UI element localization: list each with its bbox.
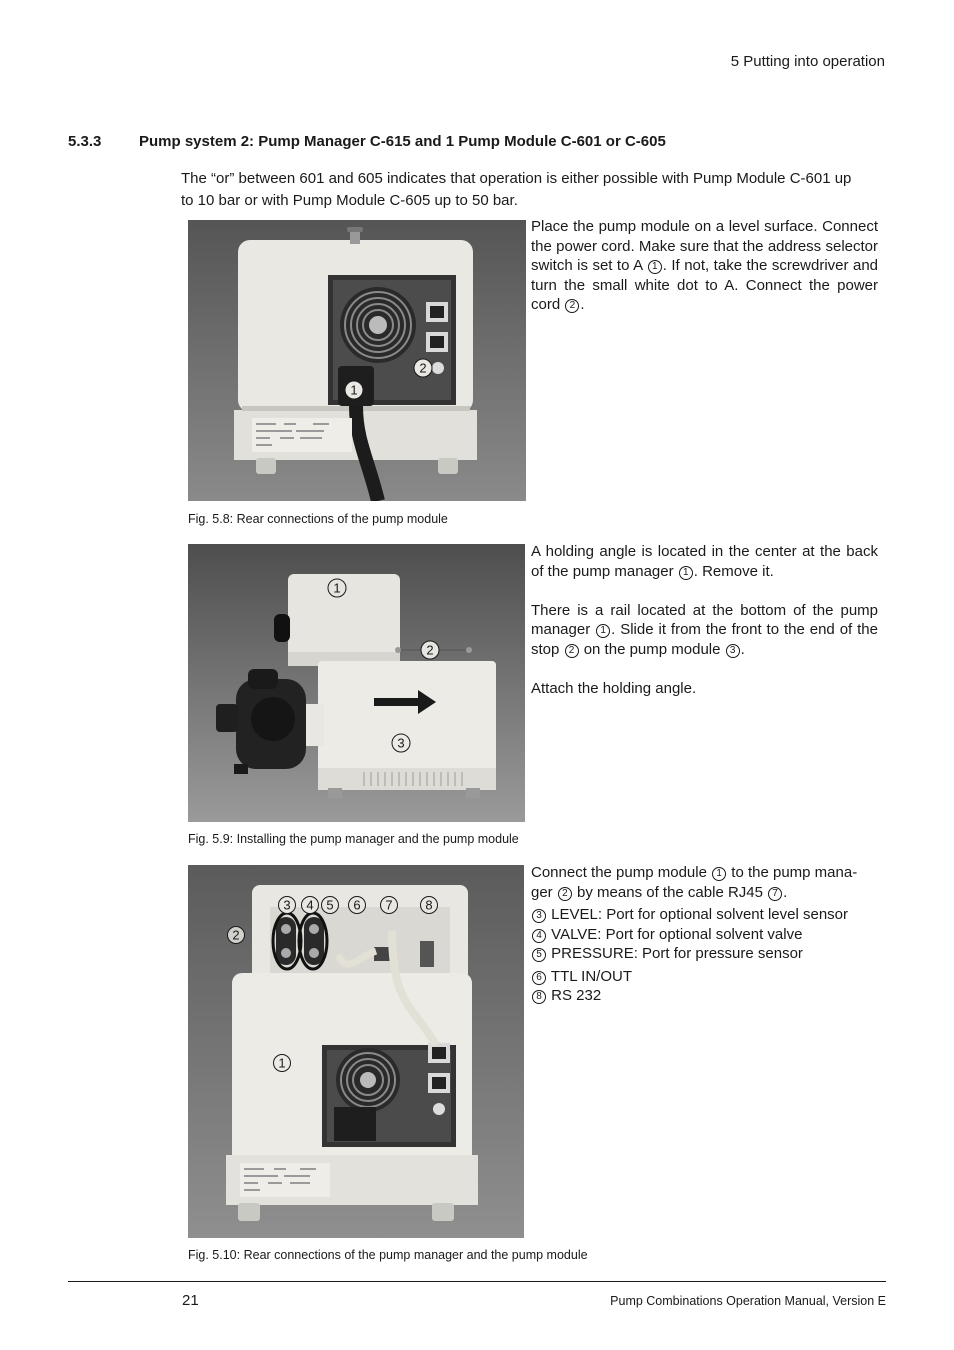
figure-5-9-caption: Fig. 5.9: Installing the pump manager and the pump module xyxy=(188,832,519,846)
callout-ref-7: 7 xyxy=(768,887,782,901)
figure-5-8-caption: Fig. 5.8: Rear connections of the pump module xyxy=(188,512,448,526)
callout-5: 5 xyxy=(326,897,334,913)
paragraph-connect-module xyxy=(531,863,886,902)
text-part: A holding angle is located in the center at the back of the pump manager xyxy=(531,543,878,580)
callout-8: 8 xyxy=(425,897,433,913)
running-header: 5 Putting into operation xyxy=(730,53,885,70)
callout-ref-4: 4 xyxy=(532,929,546,943)
callout-2: 2 xyxy=(419,360,427,376)
figure-5-8-text xyxy=(531,217,878,315)
callout-6: 6 xyxy=(353,897,361,913)
document-title: Pump Combinations Operation Manual, Version E xyxy=(610,1294,886,1308)
figure-5-9-text xyxy=(531,542,878,698)
port-description: LEVEL: Port for optional solvent level sensor xyxy=(551,906,849,923)
callout-2: 2 xyxy=(426,642,434,658)
paragraph-attach-angle: Attach the holding angle. xyxy=(531,679,697,697)
text-part: ger xyxy=(531,883,553,901)
callout-ref-1: 1 xyxy=(596,624,610,638)
text-part: Connect the pump module xyxy=(531,864,707,881)
callout-ref-2: 2 xyxy=(565,299,579,313)
figure-5-9-photo xyxy=(188,544,525,822)
port-description: RS 232 xyxy=(551,987,602,1004)
text-part: . If not, take the screwdriver and turn the small white dot to A. Connect the power cord xyxy=(531,257,879,313)
port-list-item xyxy=(531,986,886,1006)
figure-5-10-caption: Fig. 5.10: Rear connections of the pump manager and the pump module xyxy=(188,1248,588,1262)
port-list-item xyxy=(531,944,886,964)
callout-7: 7 xyxy=(385,897,393,913)
section-title: Pump system 2: Pump Manager C-615 and 1 Pump Module C-601 or C-605 xyxy=(139,133,666,150)
port-list-item xyxy=(531,967,886,987)
callout-ref-1: 1 xyxy=(712,867,726,881)
text-part: . Slide it from the front to the end of the stop xyxy=(531,621,878,658)
paragraph-slide-rail xyxy=(531,601,878,660)
callout-2: 2 xyxy=(232,927,240,943)
port-list-item xyxy=(531,905,886,925)
callout-4: 4 xyxy=(306,897,314,913)
pump-manager-install-illustration xyxy=(188,544,525,822)
callout-ref-8: 8 xyxy=(532,990,546,1004)
callout-1: 1 xyxy=(278,1055,286,1071)
figure-5-10-photo xyxy=(188,865,524,1238)
intro-line-2: to 10 bar or with Pump Module C-605 up to 50 bar. xyxy=(181,192,518,209)
callout-ref-2: 2 xyxy=(565,644,579,658)
text-part: to the pump mana- xyxy=(731,864,858,881)
footer-divider xyxy=(68,1281,886,1282)
port-description: VALVE: Port for optional solvent valve xyxy=(551,925,803,943)
callout-ref-1: 1 xyxy=(648,260,662,274)
callout-ref-3: 3 xyxy=(532,909,546,923)
port-description: PRESSURE: Port for pressure sensor xyxy=(551,945,803,962)
text-part: on the pump module xyxy=(583,640,721,658)
callout-1: 1 xyxy=(333,580,341,596)
callout-ref-5: 5 xyxy=(532,948,546,962)
pump-module-rear-illustration xyxy=(188,220,526,501)
section-number: 5.3.3 xyxy=(68,133,102,150)
text-part: There is a rail located at the bottom of the pump manager xyxy=(531,601,878,638)
callout-ref-3: 3 xyxy=(726,644,740,658)
paragraph-remove-angle xyxy=(531,542,878,581)
callout-ref-2: 2 xyxy=(558,887,572,901)
intro-line-1: The “or” between 601 and 605 indicates that operation is either possible with Pump Module C-601 up xyxy=(181,170,852,187)
callout-ref-6: 6 xyxy=(532,971,546,985)
page-number: 21 xyxy=(182,1292,199,1309)
port-list-item xyxy=(531,925,886,945)
port-description: TTL IN/OUT xyxy=(550,967,633,985)
text-part: . xyxy=(580,296,585,313)
figure-5-10-text xyxy=(531,863,886,1006)
text-part: by means of the cable RJ45 xyxy=(577,883,763,901)
callout-3: 3 xyxy=(397,735,405,751)
section-heading xyxy=(68,133,666,150)
text-part: . xyxy=(783,883,788,901)
intro-paragraph xyxy=(181,168,886,212)
text-part: . xyxy=(740,640,745,658)
pump-manager-rear-illustration xyxy=(188,865,524,1238)
callout-1: 1 xyxy=(350,382,358,398)
text-part: . Remove it. xyxy=(693,562,774,580)
callout-ref-1: 1 xyxy=(679,566,693,580)
callout-3: 3 xyxy=(283,897,291,913)
text-part: Place the pump module on a level surface. Connect the power cord. Make sure that the address selector switch is set to A xyxy=(531,218,878,274)
figure-5-8-photo xyxy=(188,220,526,501)
